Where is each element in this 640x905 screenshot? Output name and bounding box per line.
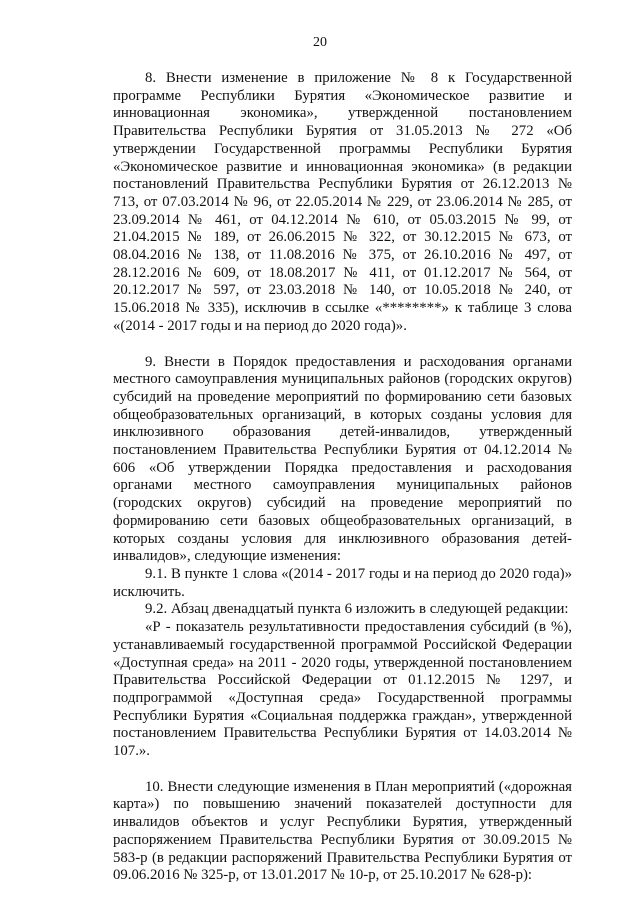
- paragraph-item-9-2-quote: «Р - показатель результативности предоставления субсидий (в %), устанавливаемый государственной программой Российской Федерации «Доступная среда» на 2011 - 2020 годы, утвержденной постановлением Правительства Российской Федерации от 01.12.2015 № 1297, и подпрограммой «Доступная среда» Государственной программы Республики Бурятия «Социальная поддержка граждан», утвержденной постановлением Правительства Республики Бурятия от 14.03.2014 № 107.».: [113, 619, 572, 760]
- paragraph-item-10: 10. Внести следующие изменения в План мероприятий («дорожная карта») по повышению значений показателей доступности для инвалидов объектов и услуг Республики Бурятия, утвержденный распоряжением Правительства Республики Бурятия от 30.09.2015 № 583-р (в редакции распоряжений Правительства Республики Бурятия от 09.06.2016 № 325-р, от 13.01.2017 № 10-р, от 25.10.2017 № 628-р):: [113, 778, 572, 884]
- paragraph-item-9-2: 9.2. Абзац двенадцатый пункта 6 изложить в следующей редакции:: [145, 601, 569, 618]
- paragraph-item-8: 8. Внести изменение в приложение № 8 к Государственной программе Республики Бурятия «Экономическое развитие и инновационная экономика», утвержденной постановлением Правительства Республики Бурятия от 31.05.2013 № 272 «Об утверждении Государственной программы Республики Бурятия «Экономическое развитие и инновационная экономика» (в редакции постановлений Правительства Республики Бурятия от 26.12.2013 № 713, от 07.03.2014 № 96, от 22.05.2014 № 229, от 23.06.2014 № 285, от 23.09.2014 № 461, от 04.12.2014 № 610, от 05.03.2015 № 99, от 21.04.2015 № 189, от 26.06.2015 № 322, от 30.12.2015 № 673, от 08.04.2016 № 138, от 11.08.2016 № 375, от 26.10.2016 № 497, от 28.12.2016 № 609, от 18.08.2017 № 411, от 01.12.2017 № 564, от 20.12.2017 № 597, от 23.03.2018 № 140, от 10.05.2018 № 240, от 15.06.2018 № 335), исключив в ссылке «********» к таблице 3 слова «(2014 - 2017 годы и на период до 2020 года)».: [113, 70, 572, 334]
- page-number: 20: [313, 35, 327, 50]
- paragraph-item-9: 9. Внести в Порядок предоставления и расходования органами местного самоуправления муниципальных районов (городских округов) субсидий на проведение мероприятий по формированию сети базовых общеобразовательных организаций, в которых созданы условия для инклюзивного образования детей-инвалидов, утвержденный постановлением Правительства Республики Бурятия от 04.12.2014 № 606 «Об утверждении Порядка предоставления и расходования органами местного самоуправления муниципальных районов (городских округов) субсидий на проведение мероприятий по формированию сети базовых общеобразовательных организаций, в которых созданы условия для инклюзивного образования детей-инвалидов», следующие изменения:: [113, 353, 572, 565]
- paragraph-item-9-1: 9.1. В пункте 1 слова «(2014 - 2017 годы и на период до 2020 года)» исключить.: [113, 565, 572, 600]
- document-body: [113, 70, 572, 885]
